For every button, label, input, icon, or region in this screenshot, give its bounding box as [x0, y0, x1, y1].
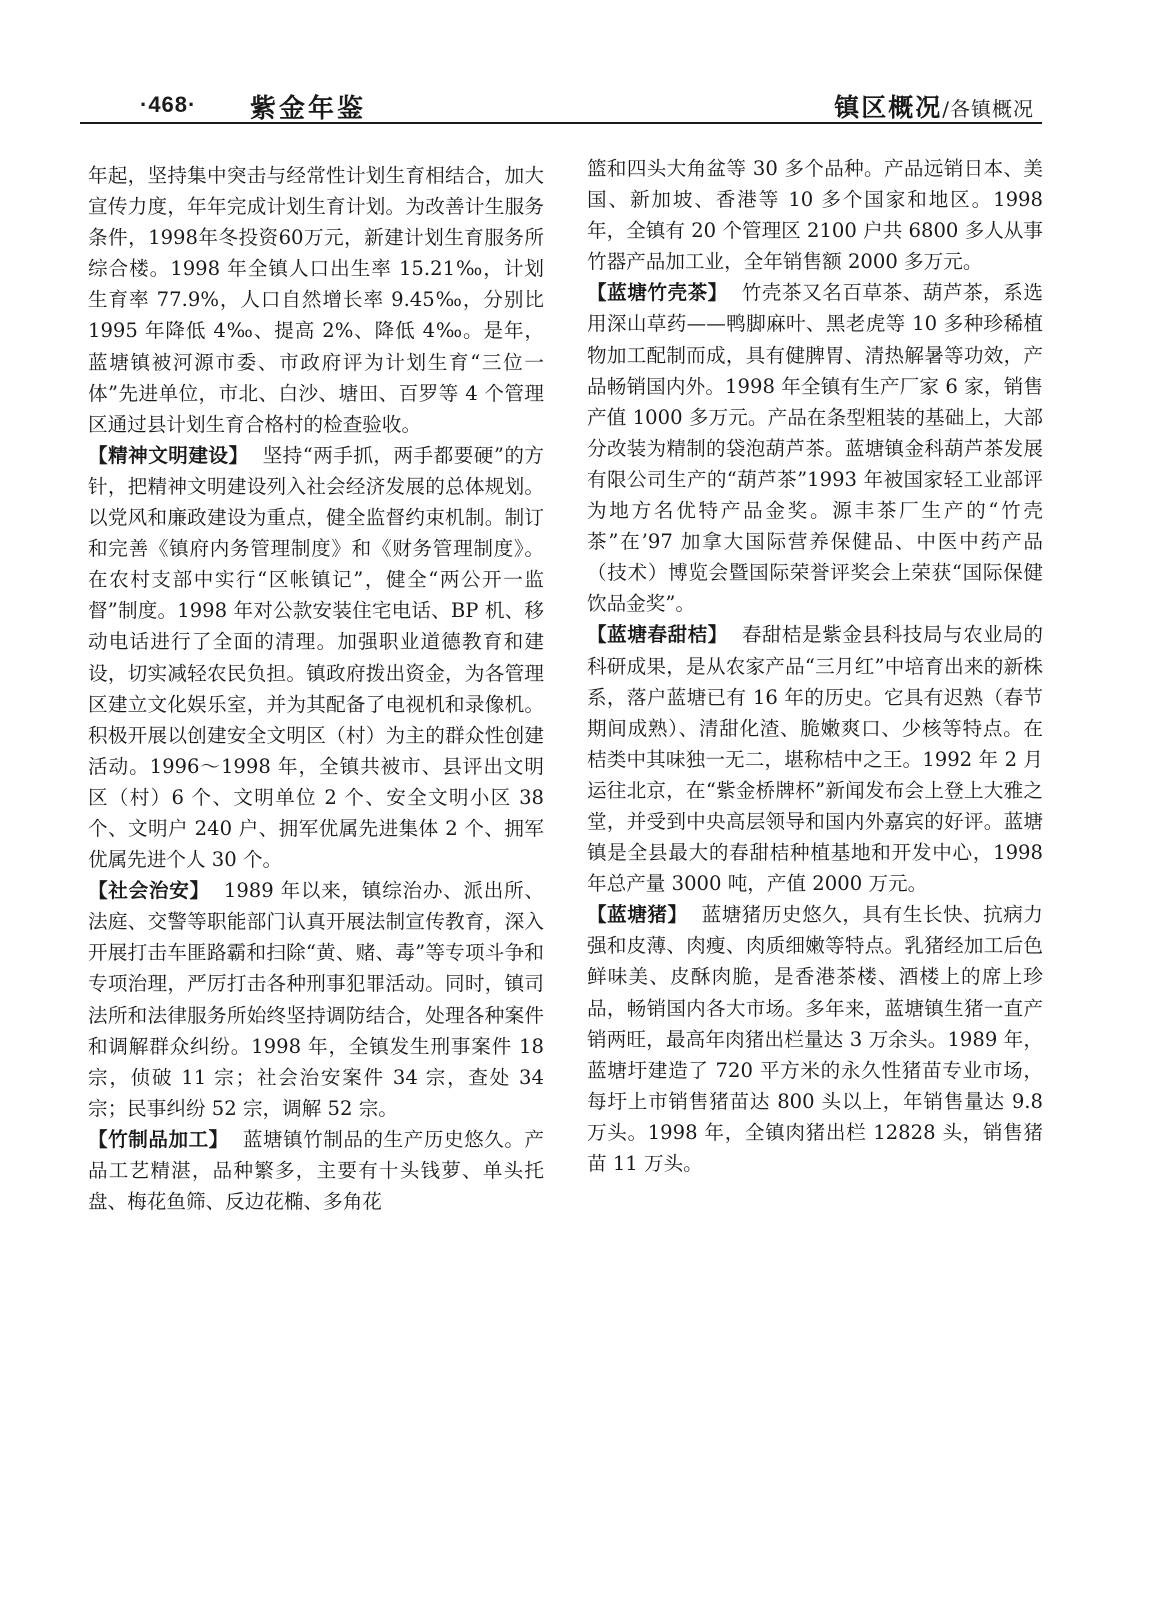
paragraph-lantang-pig [587, 899, 1043, 1179]
left-column [88, 160, 544, 1217]
section-title-sub: /各镇概况 [942, 97, 1034, 121]
body-spiritual-civilization: 坚持“两手抓，两手都要硬”的方针，把精神文明建设列入社会经济发展的总体规划。以党风和廉政建设为重点，健全监督约束机制。制订和完善《镇府内务管理制度》和《财务管理制度》。在农村支部中实行“区帐镇记”，健全“两公开一监督”制度。1998 年对公款安装住宅电话、BP 机、移动电话进行了全面的清理。加强职业道德教育和建设，切实减轻农民负担。镇政府拨出资金，为各管理区建立文化娱乐室，并为其配备了电视机和录像机。积极开展以创建安全文明区（村）为主的群众性创建活动。1996～1998 年，全镇共被市、县评出文明区（村）6 个、文明单位 2 个、安全文明小区 38 个、文明户 240 户、拥军优属先进集体 2 个、拥军优属先进个人 30 个。 [88, 443, 544, 872]
section-title-main: 镇区概况 [834, 93, 943, 122]
section-title [834, 88, 1034, 124]
paragraph-public-security [88, 875, 544, 1124]
heading-bamboo-shell-tea: 【蓝塘竹壳茶】 [587, 281, 728, 305]
body-spring-sweet-orange: 春甜桔是紫金县科技局与农业局的科研成果，是从农家产品“三月红”中培育出来的新株系，落户蓝塘已有 16 年的历史。它具有迟熟（春节期间成熟）、清甜化渣、脆嫩爽口、少核等特点。在桔类中其味独一无二，堪称桔中之王。1992 年 2 月运往北京，在“紫金桥牌杯”新闻发布会上登上大雅之堂，并受到中央高层领导和国内外嘉宾的好评。蓝塘镇是全县最大的春甜桔种植基地和开发中心，1998 年总产量 3000 吨，产值 2000 万元。 [587, 623, 1044, 896]
heading-spring-sweet-orange: 【蓝塘春甜桔】 [587, 623, 728, 647]
paragraph-bamboo-shell-tea [587, 277, 1043, 619]
paragraph-bamboo-products [88, 1124, 544, 1217]
page-header [80, 84, 1042, 126]
paragraph-spiritual-civilization [88, 440, 544, 875]
heading-spiritual-civilization: 【精神文明建设】 [88, 443, 249, 467]
heading-lantang-pig: 【蓝塘猪】 [587, 903, 688, 927]
body-bamboo-products: 蓝塘镇竹制品的生产历史悠久。产品工艺精湛，品种繁多，主要有十头钱萝、单头托盘、梅花鱼筛、反边花椭、多角花 [88, 1127, 545, 1214]
heading-public-security: 【社会治安】 [88, 879, 210, 903]
body-public-security: 1989 年以来，镇综治办、派出所、法庭、交警等职能部门认真开展法制宣传教育，深入开展打击车匪路霸和扫除“黄、赌、毒”等专项斗争和专项治理，严厉打击各种刑事犯罪活动。同时，镇司法所和法律服务所始终坚持调防结合，处理各种案件和调解群众纠纷。1998 年，全镇发生刑事案件 18 宗，侦破 11 宗；社会治安案件 34 宗，查处 34 宗；民事纠纷 52 宗，调解 52 宗。 [88, 879, 545, 1120]
body-lantang-pig: 蓝塘猪历史悠久，具有生长快、抗病力强和皮薄、肉瘦、肉质细嫩等特点。乳猪经加工后色鲜味美、皮酥肉脆，是香港茶楼、酒楼上的席上珍品，畅销国内各大市场。多年来，蓝塘镇生猪一直产销两旺，最高年肉猪出栏量达 3 万余头。1989 年，蓝塘圩建造了 720 平方米的永久性猪苗专业市场，每圩上市销售猪苗达 800 头以上，年销售量达 9.8 万头。1998 年，全镇肉猪出栏 12828 头，销售猪苗 11 万头。 [587, 903, 1044, 1175]
book-title: 紫金年鉴 [250, 94, 367, 124]
paragraph-spring-sweet-orange [587, 619, 1043, 899]
header-rule [80, 122, 1042, 124]
page-number: ·468· [140, 92, 197, 117]
paragraph-bamboo-products-cont: 篮和四头大角盆等 30 多个品种。产品远销日本、美国、新加坡、香港等 10 多个国家和地区。1998 年，全镇有 20 个管理区 2100 户共 6800 多人从事竹器产品加工业，全年销售额 2000 多万元。 [587, 157, 1043, 274]
paragraph-family-planning: 年起，坚持集中突击与经常性计划生育相结合，加大宣传力度，年年完成计划生育计划。为改善计生服务条件，1998年冬投资60万元，新建计划生育服务所综合楼。1998 年全镇人口出生率 15.21‰，计划生育率 77.9%，人口自然增长率 9.45‰，分别比 1995 年降低 4‰、提高 2%、降低 4‰。是年，蓝塘镇被河源市委、市政府评为计划生育“三位一体”先进单位，市北、白沙、塘田、百罗等 4 个管理区通过县计划生育合格村的检查验收。 [88, 164, 544, 436]
heading-bamboo-products: 【竹制品加工】 [88, 1127, 229, 1151]
right-column [587, 153, 1043, 1179]
body-bamboo-shell-tea: 竹壳茶又名百草茶、葫芦茶，系选用深山草药——鸭脚麻叶、黑老虎等 10 多种珍稀植物加工配制而成，具有健脾胃、清热解暑等功效，产品畅销国内外。1998 年全镇有生产厂家 6 家，销售产值 1000 多万元。产品在条型粗装的基础上，大部分改装为精制的袋泡葫芦茶。蓝塘镇金科葫芦茶发展有限公司生产的“葫芦茶”1993 年被国家轻工业部评为地方名优特产品金奖。源丰茶厂生产的“竹壳茶”在’97 加拿大国际营养保健品、中医中药产品（技术）博览会暨国际荣誉评奖会上荣获“国际保健饮品金奖”。 [587, 281, 1044, 616]
